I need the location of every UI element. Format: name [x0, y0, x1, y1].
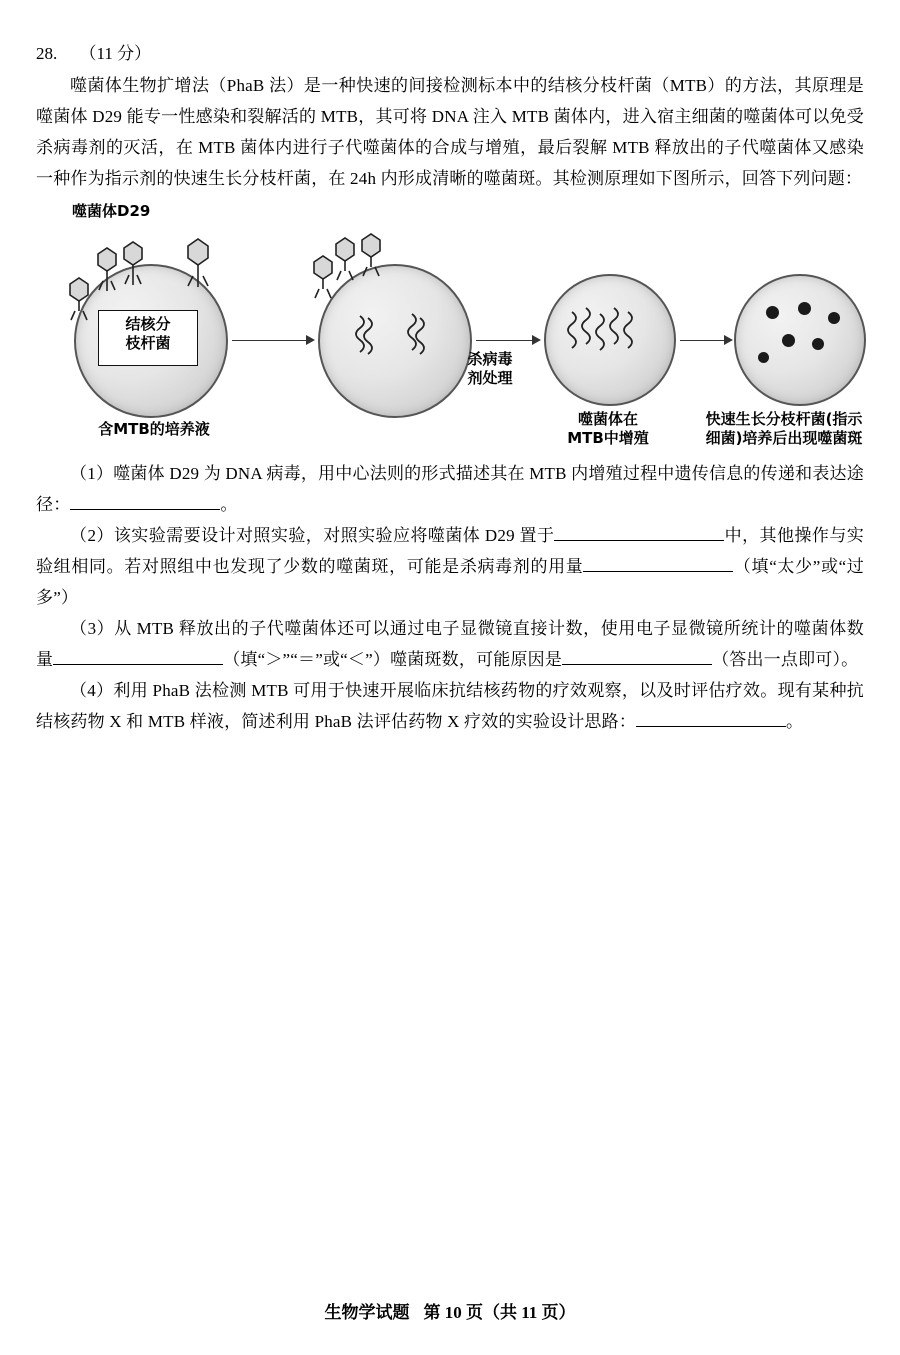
amplification-label-line1: 噬菌体在 [577, 410, 638, 428]
detection-principle-diagram [36, 202, 864, 452]
plaque-dot [812, 338, 824, 350]
phage-icon-group-2 [306, 218, 456, 308]
mtb-label-line2: 枝杆菌 [125, 334, 171, 352]
plaque-plate-circle-4 [734, 274, 866, 406]
answer-blank-4-1[interactable] [636, 726, 786, 727]
progeny-phage-icon-group [560, 298, 660, 368]
phage-icon-group-1 [60, 220, 250, 330]
sub-question-1-text: 噬菌体 D29 为 DNA 病毒，用中心法则的形式描述其在 MTB 内增殖过程中遗传信息的传递和表达途径： [36, 464, 864, 514]
question-stem: 噬菌体生物扩增法（PhaB 法）是一种快速的间接检测标本中的结核分枝杆菌（MTB）的方法，其原理是噬菌体 D29 能专一性感染和裂解活的 MTB，其可将 DNA 注入 MTB 菌体内，进入宿主细菌的噬菌体可以免受杀病毒剂的灭活，在 MTB 菌体内进行子代噬菌体的合成与增殖，最后裂解 MTB 释放出的子代噬菌体又感染一种作为指示剂的快速生长分枝杆菌，在 24h 内形成清晰的噬菌斑。其检测原理如下图所示，回答下列问题： [36, 76, 864, 188]
sub-question-4 [36, 675, 864, 737]
question-score: （11 分） [79, 44, 152, 63]
answer-blank-3-2[interactable] [562, 664, 712, 665]
sub-question-3-text-a: 从 MTB 释放出的子代噬菌体还可以通过电子显微镜直接计数，使用电子显微镜所统计的噬菌体数量 [36, 619, 864, 669]
arrow-2-line [476, 340, 534, 341]
page-footer [0, 1298, 900, 1323]
phage-dna-inside-icon [336, 306, 456, 376]
amplification-label [534, 410, 682, 448]
arrow-1-head [306, 335, 315, 345]
sub-question-4-text-b: 。 [786, 712, 804, 731]
sub-question-3-text-c: （答出一点即可）。 [712, 650, 859, 669]
plaque-label-line1: 快速生长分枝杆菌(指示 [705, 410, 863, 428]
question-header [36, 40, 864, 68]
plaque-dot [758, 352, 769, 363]
footer-subject: 生物学试题 [324, 1303, 410, 1322]
virucide-treatment-label [444, 350, 536, 388]
sub-question-3-text-b: （填“＞”“＝”或“＜”）噬菌斑数，可能原因是 [223, 650, 563, 669]
sub-question-1-marker: （1） [70, 464, 114, 483]
mtb-label-line1: 结核分 [125, 315, 171, 333]
answer-blank-2-1[interactable] [554, 540, 724, 541]
answer-blank-3-1[interactable] [53, 664, 223, 665]
arrow-2-head [532, 335, 541, 345]
arrow-3-line [680, 340, 726, 341]
sub-question-2-text-a: 该实验需要设计对照实验，对照实验应将噬菌体 D29 置于 [113, 526, 555, 545]
footer-page-number: 第 10 页（共 11 页） [423, 1303, 576, 1322]
amplification-label-line2: MTB中增殖 [567, 429, 649, 447]
sub-question-2 [36, 520, 864, 613]
virucide-label-line1: 杀病毒 [467, 350, 513, 368]
sub-question-2-marker: （2） [70, 526, 114, 545]
sub-question-1-tail: 。 [220, 495, 238, 514]
answer-blank-2-2[interactable] [583, 571, 733, 572]
question-content [36, 40, 864, 737]
sub-question-2-text-b: 中，其他操作与实验组相同。若对照组中也发现了少数的噬菌斑，可能是杀病毒剂的用量 [36, 526, 864, 576]
plaque-label-line2: 细菌)培养后出现噬菌斑 [705, 429, 863, 447]
arrow-3-head [724, 335, 733, 345]
answer-blank-1-1[interactable] [70, 509, 220, 510]
sub-question-4-text-a: 利用 PhaB 法检测 MTB 可用于快速开展临床抗结核药物的疗效观察，以及时评估疗效。现有某种抗结核药物 X 和 MTB 样液，简述利用 PhaB 法评估药物 X 疗效的实验设计思路： [36, 681, 864, 731]
plaque-dot [828, 312, 840, 324]
sub-question-1 [36, 458, 864, 520]
sub-question-2-text-c: （填“太少”或“过多”） [36, 557, 865, 607]
arrow-1-line [232, 340, 308, 341]
question-number: 28. [36, 44, 58, 63]
plaque-dot [782, 334, 795, 347]
plaque-dot [798, 302, 811, 315]
sub-question-3 [36, 613, 864, 675]
culture-liquid-label: 含MTB的培养液 [98, 420, 210, 438]
sub-question-3-marker: （3） [70, 619, 115, 638]
plaque-dot [766, 306, 779, 319]
sub-question-4-marker: （4） [70, 681, 114, 700]
plaque-result-label [668, 410, 900, 448]
phage-d29-label: 噬菌体D29 [72, 202, 151, 220]
virucide-label-line2: 剂处理 [467, 369, 513, 387]
